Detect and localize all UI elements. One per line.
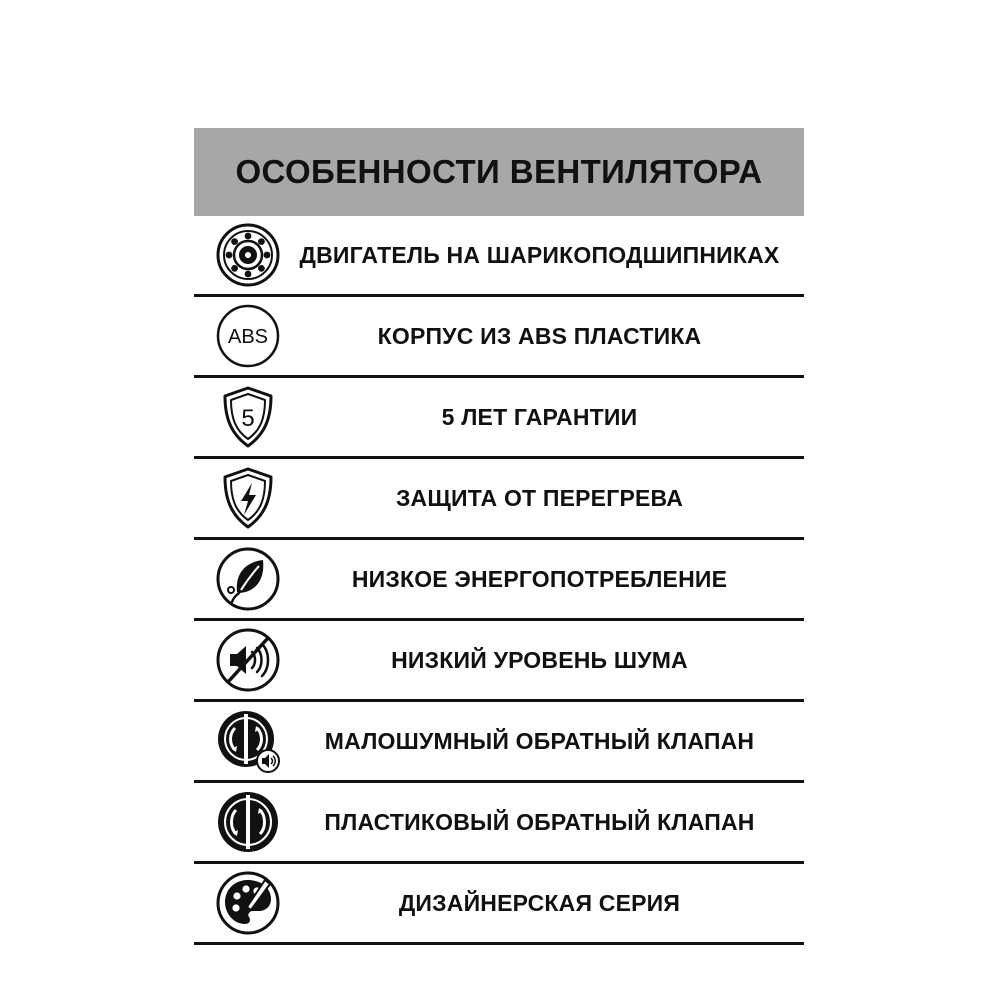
feature-label: ПЛАСТИКОВЫЙ ОБРАТНЫЙ КЛАПАН	[324, 808, 755, 835]
quiet-check-valve-icon	[215, 708, 281, 774]
feature-label: ДИЗАЙНЕРСКАЯ СЕРИЯ	[398, 889, 681, 916]
feature-label: 5 ЛЕТ ГАРАНТИИ	[441, 403, 638, 430]
feature-row-low-noise	[194, 621, 804, 702]
abs-icon-text: ABS	[227, 326, 269, 348]
plastic-check-valve-icon	[215, 789, 281, 855]
feature-row-overheat-protection	[194, 459, 804, 540]
feature-row-ball-bearing	[194, 216, 804, 297]
features-header	[194, 128, 804, 216]
ball-bearing-icon	[215, 222, 281, 288]
feature-row-warranty	[194, 378, 804, 459]
feature-label: ЗАЩИТА ОТ ПЕРЕГРЕВА	[395, 484, 684, 511]
muted-speaker-icon	[215, 627, 281, 693]
feature-row-plastic-check-valve	[194, 783, 804, 864]
features-card	[194, 128, 804, 945]
features-list	[194, 216, 804, 945]
feature-row-low-energy	[194, 540, 804, 621]
page-title: ОСОБЕННОСТИ ВЕНТИЛЯТОРА	[235, 153, 763, 190]
feature-label: КОРПУС ИЗ ABS ПЛАСТИКА	[377, 322, 702, 349]
warranty-icon-text: 5	[241, 405, 255, 432]
leaf-plug-icon	[215, 546, 281, 612]
feature-label: НИЗКИЙ УРОВЕНЬ ШУМА	[391, 646, 688, 673]
palette-brush-icon	[215, 870, 281, 936]
feature-row-quiet-check-valve	[194, 702, 804, 783]
feature-label: ДВИГАТЕЛЬ НА ШАРИКОПОДШИПНИКАХ	[299, 241, 780, 268]
feature-row-designer-series	[194, 864, 804, 945]
shield-5-icon	[215, 384, 281, 450]
abs-icon	[215, 303, 281, 369]
feature-label: МАЛОШУМНЫЙ ОБРАТНЫЙ КЛАПАН	[324, 727, 755, 754]
shield-lightning-icon	[215, 465, 281, 531]
feature-label: НИЗКОЕ ЭНЕРГОПОТРЕБЛЕНИЕ	[351, 565, 728, 592]
feature-row-abs	[194, 297, 804, 378]
